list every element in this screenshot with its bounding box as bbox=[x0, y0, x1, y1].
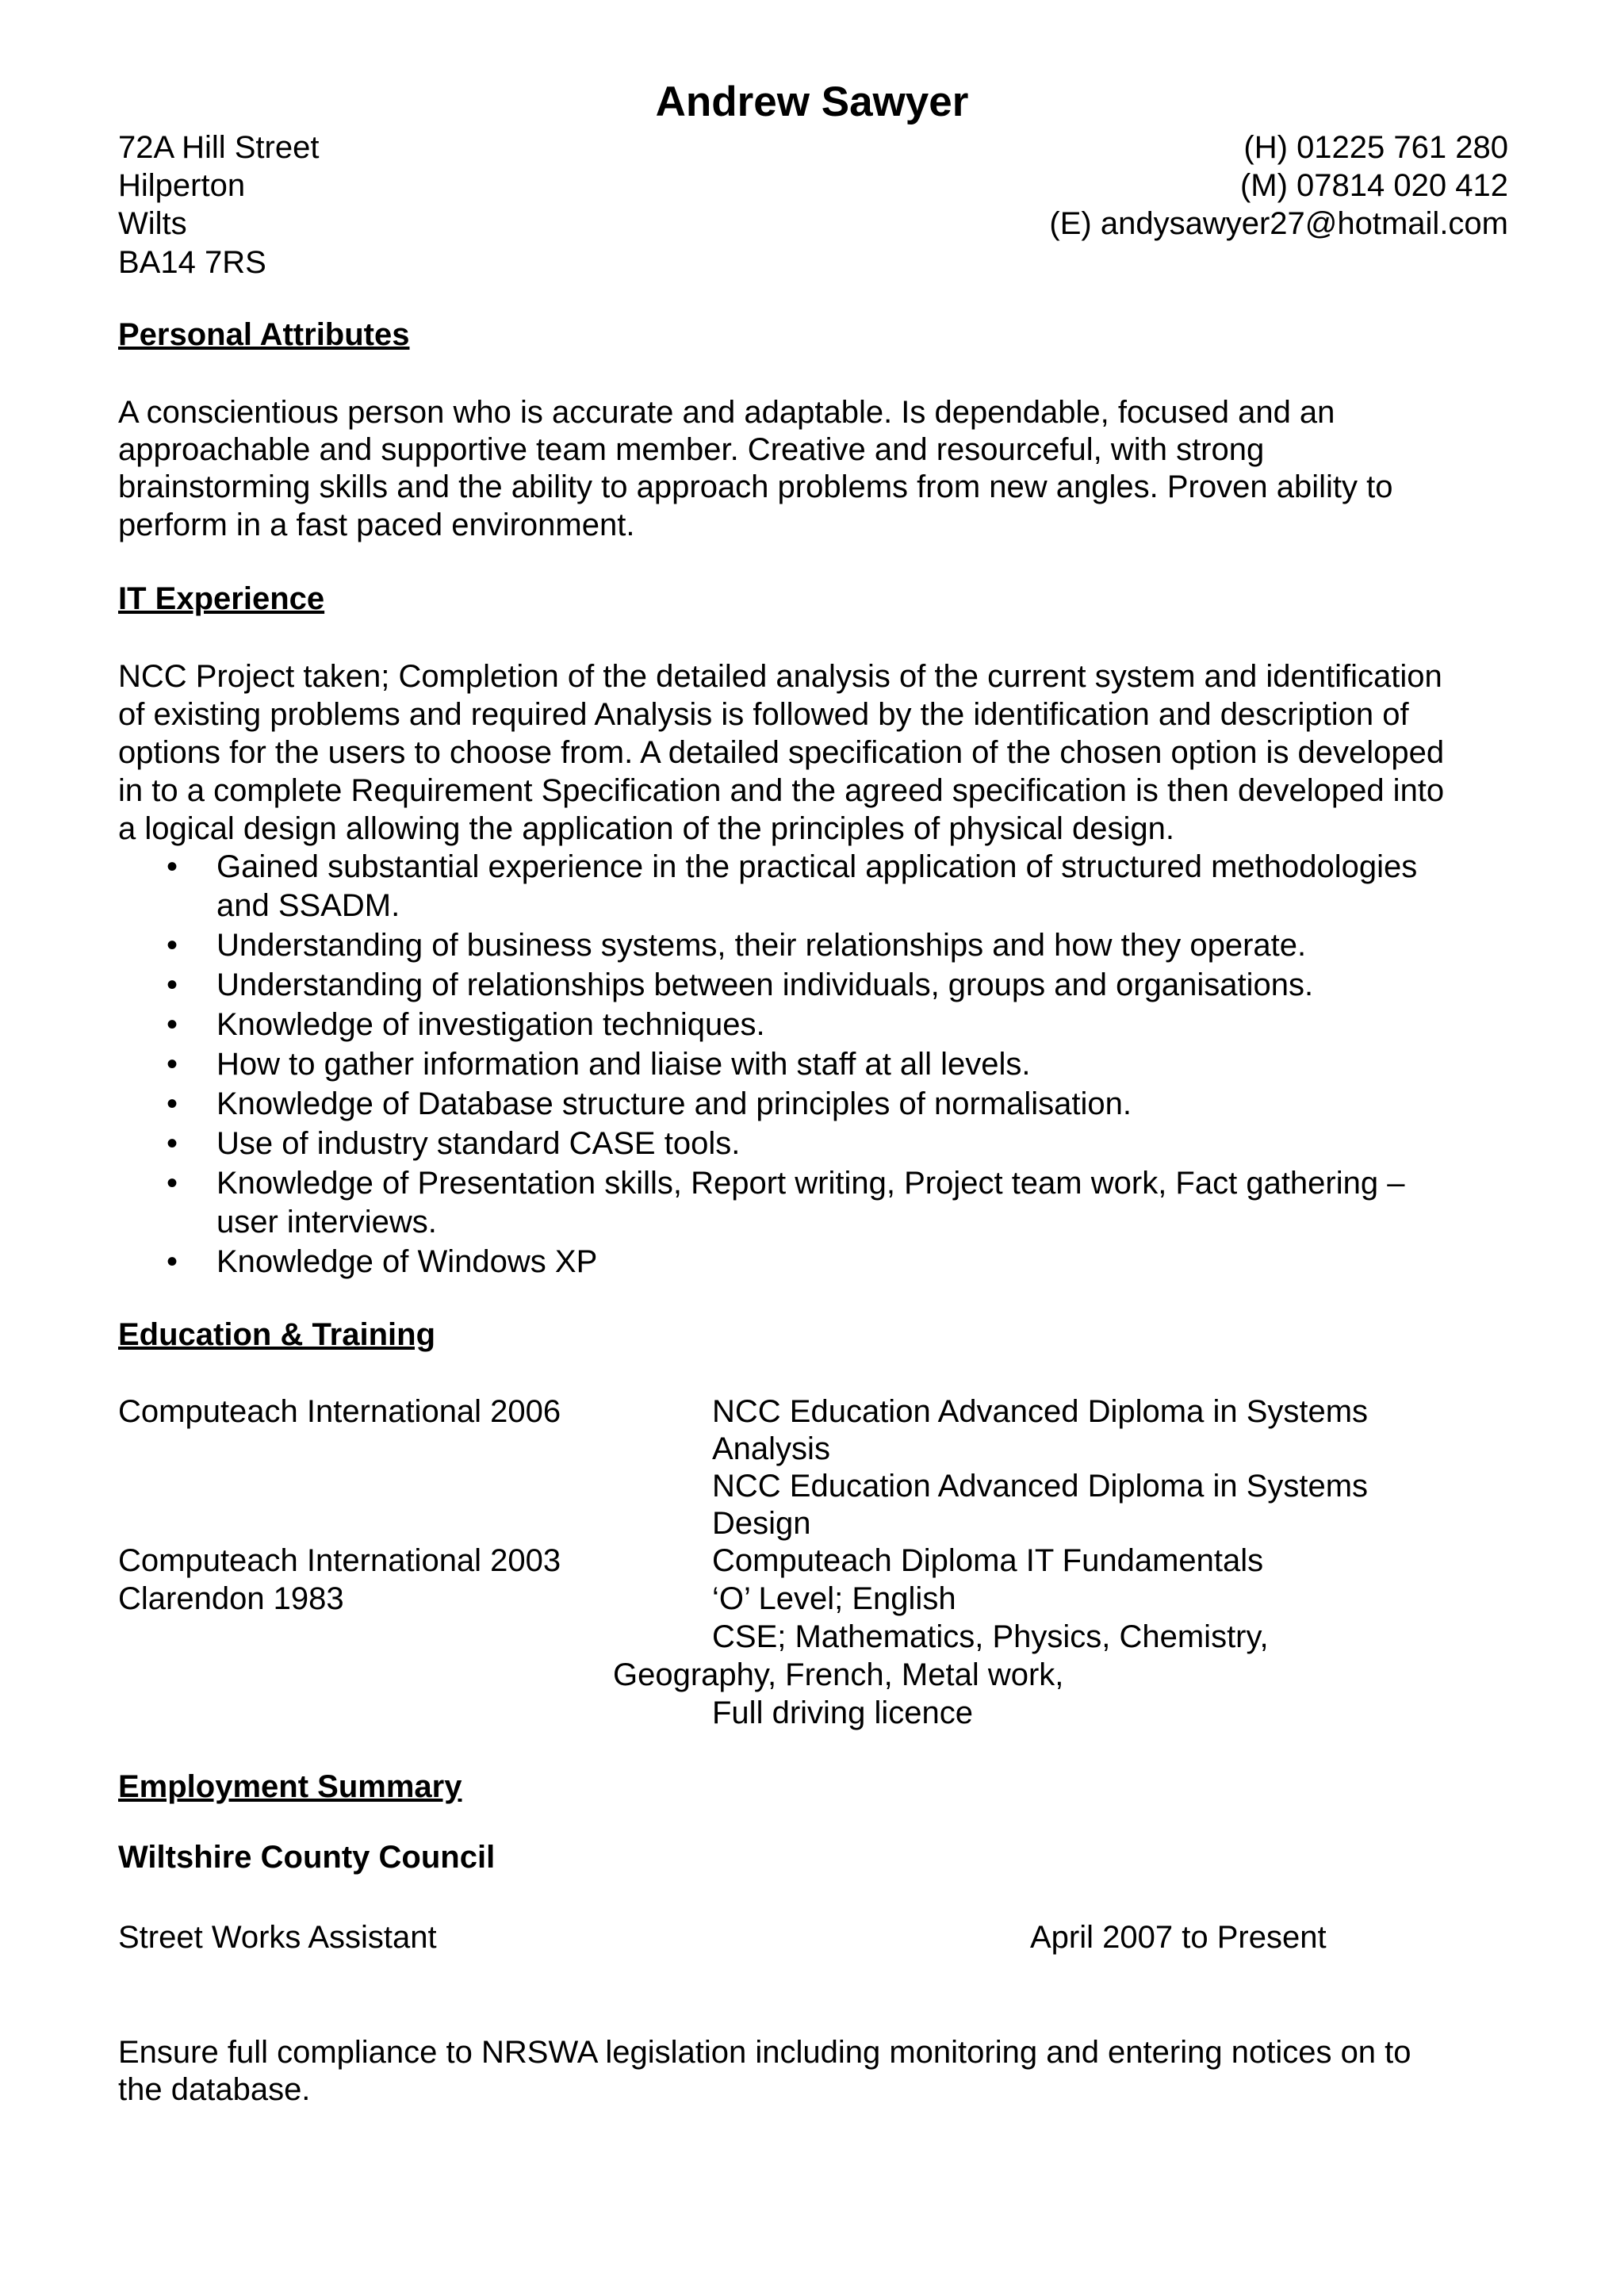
qualification-line: NCC Education Advanced Diploma in Systems bbox=[712, 1394, 1369, 1429]
bullet-icon: • bbox=[167, 1007, 178, 1042]
bullet-text: Use of industry standard CASE tools. bbox=[216, 1126, 741, 1161]
education-institution: Computeach International 2003 bbox=[118, 1543, 561, 1578]
qualification-line: Full driving licence bbox=[712, 1695, 974, 1730]
bullet-icon: • bbox=[167, 1166, 178, 1201]
job-dates: April 2007 to Present bbox=[1030, 1920, 1327, 1955]
personal-line: A conscientious person who is accurate and adaptable. Is dependable, focused and an bbox=[118, 395, 1335, 430]
it-experience-heading: IT Experience bbox=[118, 581, 325, 616]
employer-name: Wiltshire County Council bbox=[118, 1840, 496, 1875]
employment-line: Ensure full compliance to NRSWA legislation including monitoring and entering notices on to bbox=[118, 2035, 1411, 2070]
personal-line: perform in a fast paced environment. bbox=[118, 508, 635, 542]
bullet-icon: • bbox=[167, 1126, 178, 1161]
education-institution: Computeach International 2006 bbox=[118, 1394, 561, 1429]
address-line-2: Hilperton bbox=[118, 168, 246, 203]
bullet-text: Gained substantial experience in the practical application of structured methodologies bbox=[216, 849, 1418, 884]
qualification-line: Geography, French, Metal work, bbox=[613, 1657, 1064, 1692]
address-line-4: BA14 7RS bbox=[118, 245, 266, 280]
address-line-1: 72A Hill Street bbox=[118, 130, 320, 165]
address-line-3: Wilts bbox=[118, 206, 187, 241]
it-line: NCC Project taken; Completion of the detailed analysis of the current system and identification bbox=[118, 659, 1442, 694]
bullet-icon: • bbox=[167, 1086, 178, 1121]
bullet-text: Knowledge of Windows XP bbox=[216, 1244, 598, 1279]
employment-line: the database. bbox=[118, 2072, 311, 2107]
bullet-text: Knowledge of investigation techniques. bbox=[216, 1007, 765, 1042]
bullet-icon: • bbox=[167, 1244, 178, 1279]
bullet-text: user interviews. bbox=[216, 1205, 437, 1239]
bullet-icon: • bbox=[167, 967, 178, 1002]
home-phone: (H) 01225 761 280 bbox=[1243, 130, 1508, 165]
bullet-text: Understanding of relationships between individuals, groups and organisations. bbox=[216, 967, 1314, 1002]
job-title: Street Works Assistant bbox=[118, 1920, 437, 1955]
it-line: options for the users to choose from. A detailed specification of the chosen option is developed bbox=[118, 735, 1445, 770]
bullet-text: Knowledge of Database structure and principles of normalisation. bbox=[216, 1086, 1132, 1121]
candidate-name: Andrew Sawyer bbox=[655, 79, 969, 125]
it-line: in to a complete Requirement Specification and the agreed specification is then developed into bbox=[118, 773, 1445, 808]
qualification-line: NCC Education Advanced Diploma in Systems bbox=[712, 1469, 1369, 1504]
employment-heading: Employment Summary bbox=[118, 1769, 462, 1804]
mobile-phone: (M) 07814 020 412 bbox=[1239, 168, 1508, 203]
email-address: (E) andysawyer27@hotmail.com bbox=[1049, 206, 1508, 241]
qualification-line: Analysis bbox=[712, 1431, 830, 1466]
personal-line: approachable and supportive team member. Creative and resourceful, with strong bbox=[118, 432, 1265, 467]
bullet-text: How to gather information and liaise with staff at all levels. bbox=[216, 1047, 1031, 1082]
qualification-line: CSE; Mathematics, Physics, Chemistry, bbox=[712, 1619, 1269, 1654]
bullet-icon: • bbox=[167, 1047, 178, 1082]
bullet-text: Understanding of business systems, their relationships and how they operate. bbox=[216, 928, 1307, 963]
bullet-icon: • bbox=[167, 928, 178, 963]
bullet-text: Knowledge of Presentation skills, Report writing, Project team work, Fact gathering – bbox=[216, 1166, 1405, 1201]
education-heading: Education & Training bbox=[118, 1317, 436, 1352]
qualification-line: ‘O’ Level; English bbox=[712, 1581, 956, 1616]
it-line: a logical design allowing the application of the principles of physical design. bbox=[118, 811, 1174, 846]
it-line: of existing problems and required Analysis is followed by the identification and description of bbox=[118, 697, 1409, 732]
bullet-icon: • bbox=[167, 849, 178, 884]
bullet-text: and SSADM. bbox=[216, 888, 400, 923]
personal-attributes-heading: Personal Attributes bbox=[118, 317, 410, 352]
qualification-line: Computeach Diploma IT Fundamentals bbox=[712, 1543, 1264, 1578]
education-institution: Clarendon 1983 bbox=[118, 1581, 344, 1616]
personal-line: brainstorming skills and the ability to approach problems from new angles. Proven ability to bbox=[118, 469, 1393, 504]
qualification-line: Design bbox=[712, 1506, 811, 1541]
